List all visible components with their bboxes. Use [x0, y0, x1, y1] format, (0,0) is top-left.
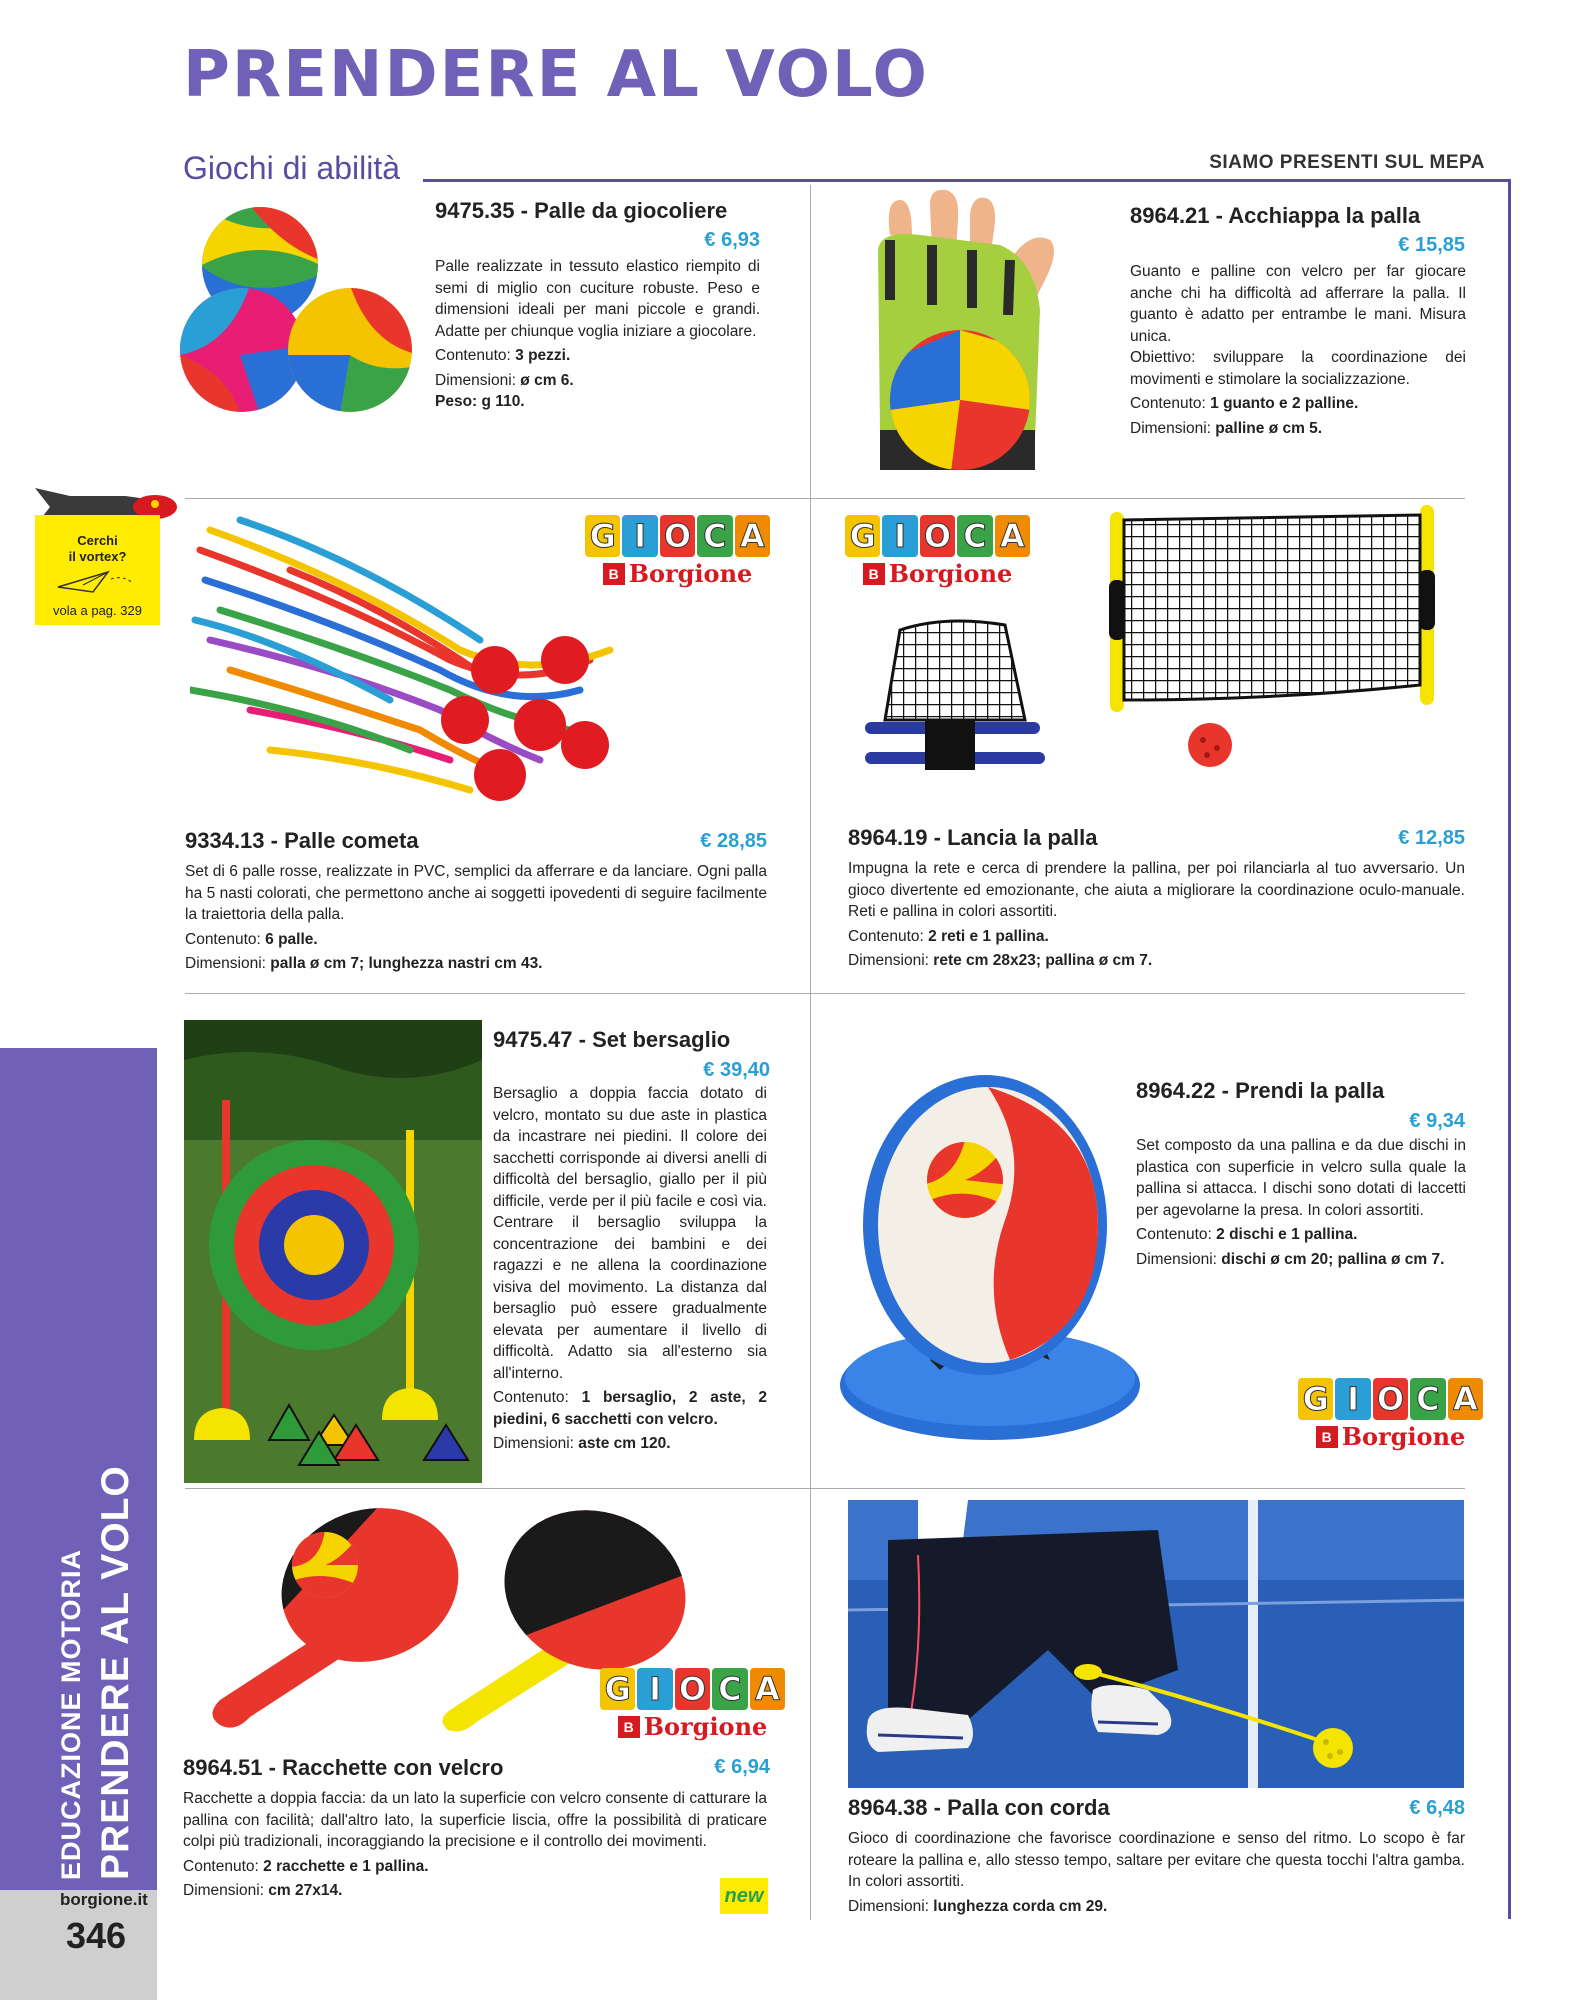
dimension-label: Dimensioni: [848, 952, 929, 969]
product-title: 9334.13 - Palle cometa [185, 828, 419, 853]
product-description [848, 858, 1465, 972]
product-price: € 9,34 [1409, 1110, 1465, 1132]
gioca-letter: C [712, 1668, 747, 1710]
product-description [848, 1828, 1465, 1917]
dimension-label: Dimensioni: [183, 1882, 264, 1899]
brand-name: Borgione [888, 559, 1013, 588]
product-description [435, 256, 760, 413]
product-price: € 39,40 [703, 1059, 770, 1081]
gioca-letter: A [750, 1668, 785, 1710]
row-divider [185, 498, 1465, 499]
row-divider [185, 993, 1465, 994]
product-code: 8964.22 [1136, 1078, 1216, 1103]
gioca-borgione-logo [600, 1668, 785, 1748]
description-text: Palle realizzate in tessuto elastico riempito di semi di miglio con cuciture robuste. Peso e dimensioni ideali per mani piccole e grandi. Adatte per chiunque voglia iniziare a giocolare. [435, 258, 760, 340]
page-number: 346 [66, 1915, 127, 1956]
product-price: € 12,85 [1398, 827, 1465, 849]
dimension-label: Dimensioni: [1136, 1250, 1217, 1268]
borgione-icon: B [1316, 1426, 1338, 1448]
row-divider [185, 1488, 1465, 1489]
product-title: 9475.47 - Set bersaglio [493, 1027, 731, 1052]
content-label: Contenuto: [1130, 395, 1206, 412]
product-name: Set bersaglio [592, 1027, 731, 1052]
dimension-label: Dimensioni: [435, 371, 516, 389]
content-value: 2 reti e 1 pallina. [928, 927, 1049, 945]
dimension-value: lunghezza corda cm 29. [933, 1897, 1108, 1915]
page-title: PRENDERE AL VOLO [183, 38, 929, 112]
product-code: 9475.35 [435, 198, 515, 223]
column-divider [810, 185, 811, 1920]
gioca-letter: G [600, 1668, 635, 1710]
product-name: Palle cometa [284, 828, 419, 853]
objective-text: Obiettivo: sviluppare la coordinazione dei movimenti e stimolare la socializzazione. [1130, 349, 1466, 388]
dimension-value: rete cm 28x23; pallina ø cm 7. [933, 952, 1153, 969]
dimension-value: aste cm 120. [578, 1435, 671, 1452]
gioca-letter: G [1298, 1378, 1333, 1420]
product-title: 8964.22 - Prendi la palla [1136, 1078, 1385, 1103]
gioca-letters [1298, 1378, 1483, 1420]
site-url[interactable]: borgione.it [60, 1890, 148, 1909]
borgione-icon: B [603, 563, 625, 585]
content-label: Contenuto: [435, 347, 511, 364]
product-description [493, 1083, 767, 1455]
weight-value: g 110. [481, 393, 525, 410]
mepa-notice: SIAMO PRESENTI SUL MEPA [1209, 152, 1485, 173]
gioca-letter: I [1335, 1378, 1370, 1420]
brand-name: Borgione [1341, 1422, 1466, 1451]
product-price: € 6,94 [714, 1756, 770, 1778]
product-title: 8964.51 - Racchette con velcro [183, 1755, 504, 1780]
borgione-brand [1298, 1422, 1483, 1451]
juggling-balls-image [180, 205, 430, 445]
product-code: 8964.21 [1130, 203, 1210, 228]
product-description [1136, 1135, 1466, 1270]
product-description [183, 1788, 767, 1902]
brand-name: Borgione [628, 559, 753, 588]
ball-rope-image [848, 1500, 1464, 1788]
product-name: Palle da giocoliere [534, 198, 728, 223]
gioca-letter: A [995, 515, 1030, 557]
badge-line1: Cerchi [77, 533, 118, 548]
section-subtitle: Giochi di abilità [183, 150, 400, 186]
gioca-letter: G [585, 515, 620, 557]
product-code: 8964.51 [183, 1755, 263, 1780]
product-title: 8964.21 - Acchiappa la palla [1130, 203, 1421, 228]
product-name: Acchiappa la palla [1228, 203, 1421, 228]
content-value: 2 racchette e 1 pallina. [263, 1857, 429, 1875]
content-label: Contenuto: [493, 1389, 569, 1406]
target-set-image [184, 1020, 482, 1483]
gioca-letter: A [735, 515, 770, 557]
dimension-label: Dimensioni: [1130, 419, 1211, 437]
dimension-label: Dimensioni: [493, 1435, 574, 1452]
sidebar-category: PRENDERE AL VOLO [94, 1465, 137, 1880]
badge-line2: il vortex? [68, 549, 127, 564]
gioca-letter: C [697, 515, 732, 557]
product-description [185, 861, 767, 975]
gioca-letter: I [637, 1668, 672, 1710]
header-rule [423, 179, 1511, 182]
gioca-letter: I [882, 515, 917, 557]
gioca-borgione-logo [1298, 1378, 1483, 1458]
gioca-letter: O [1373, 1378, 1408, 1420]
product-name: Prendi la palla [1235, 1078, 1385, 1103]
content-value: 2 dischi e 1 pallina. [1216, 1226, 1358, 1243]
dimension-value: cm 27x14. [268, 1882, 343, 1899]
gioca-borgione-logo [585, 515, 770, 595]
dimension-value: dischi ø cm 20; pallina ø cm 7. [1221, 1250, 1445, 1268]
brand-name: Borgione [643, 1712, 768, 1741]
gioca-letters [600, 1668, 785, 1710]
content-label: Contenuto: [1136, 1226, 1212, 1243]
content-label: Contenuto: [185, 930, 261, 948]
product-code: 9475.47 [493, 1027, 573, 1052]
product-description [1130, 261, 1466, 439]
throw-net-image [855, 500, 1465, 780]
borgione-brand [585, 559, 770, 588]
borgione-icon: B [618, 1716, 640, 1738]
product-title: 8964.38 - Palla con corda [848, 1795, 1110, 1820]
gioca-letter: I [622, 515, 657, 557]
description-text: Guanto e palline con velcro per far giocare anche chi ha difficoltà ad afferrare la palla. Il guanto è adatto per entrambe le mani. Misura unica. [1130, 263, 1466, 345]
borgione-brand [600, 1712, 785, 1741]
description-text: Gioco di coordinazione che favorisce coordinazione e senso del ritmo. Lo scopo è far roteare la pallina e, allo stesso tempo, saltare per evitare che questa tocchi l'altra gamba. In colori assortiti. [848, 1830, 1465, 1890]
product-price: € 15,85 [1398, 234, 1465, 256]
gioca-letters [585, 515, 770, 557]
content-label: Contenuto: [183, 1857, 259, 1875]
gioca-letter: O [660, 515, 695, 557]
product-title: 9475.35 - Palle da giocoliere [435, 198, 728, 223]
gioca-letter: C [1410, 1378, 1445, 1420]
description-text: Racchette a doppia faccia: da un lato la superficie con velcro consente di catturare la pallina con facilità; dall'altro lato, la superficie liscia, offre la possibilità di praticare colpi più tradizionali, incoraggiando la precisione e il controllo dei movimenti. [183, 1790, 767, 1850]
product-code: 8964.19 [848, 825, 928, 850]
product-name: Racchette con velcro [282, 1755, 504, 1780]
description-text: Set di 6 palle rosse, realizzate in PVC, semplici da afferrare e da lanciare. Ogni palla ha 5 nasti colorati, che permettono anche ai soggetti ipovedenti di seguire facilmente la traiettoria della palla. [185, 863, 767, 923]
new-badge: new [720, 1878, 768, 1914]
velcro-glove-image [860, 190, 1100, 480]
borgione-icon: B [863, 563, 885, 585]
dimension-label: Dimensioni: [185, 955, 266, 972]
catch-disc-image [830, 1060, 1150, 1450]
content-value: 1 bersaglio, 2 aste, 2 piedini, 6 sacchetti con velcro. [493, 1389, 767, 1428]
vortex-badge[interactable] [35, 515, 160, 625]
product-name: Palla con corda [947, 1795, 1110, 1820]
description-text: Set composto da una pallina e da due dischi in plastica con superficie in velcro sulla quale la pallina si attacca. I dischi sono dotati di laccetti per agevolarne la presa. In colori assortiti. [1136, 1137, 1466, 1219]
gioca-letter: G [845, 515, 880, 557]
gioca-letter: O [920, 515, 955, 557]
content-value: 3 pezzi. [515, 347, 571, 364]
description-text: Impugna la rete e cerca di prendere la pallina, per poi rilanciarla al tuo avversario. Un gioco divertente ed emozionante, che aiuta a migliorare la coordinazione oculo-manuale. Reti e pallina in colori assortiti. [848, 860, 1465, 920]
product-title: 8964.19 - Lancia la palla [848, 825, 1098, 850]
right-rule [1508, 179, 1511, 1919]
dimension-label: Dimensioni: [848, 1897, 929, 1915]
dimension-value: palline ø cm 5. [1215, 419, 1323, 437]
gioca-letter: A [1448, 1378, 1483, 1420]
gioca-letter: C [957, 515, 992, 557]
content-value: 1 guanto e 2 palline. [1210, 395, 1359, 412]
content-value: 6 palle. [265, 930, 318, 948]
dimension-value: ø cm 6. [520, 371, 574, 389]
product-price: € 28,85 [700, 830, 767, 852]
product-code: 8964.38 [848, 1795, 928, 1820]
product-name: Lancia la palla [947, 825, 1098, 850]
description-text: Bersaglio a doppia faccia dotato di velcro, montato su due aste in plastica da incastrare nei piedini. Il colore dei sacchetti corrisponde ai diversi anelli di difficoltà del bersaglio, giallo per il più difficile, verde per il più facile e così via. Centrare il bersaglio sviluppa la concentrazione dei bambini e dei ragazzi e ne allena la coordinazione visiva del movimento. La distanza dal bersaglio può essere gradualmente elevata per aumentare il livello di difficoltà. Adatto sia all'esterno sia all'interno. [493, 1085, 767, 1382]
product-code: 9334.13 [185, 828, 265, 853]
gioca-letter: O [675, 1668, 710, 1710]
dimension-value: palla ø cm 7; lunghezza nastri cm 43. [270, 955, 543, 972]
badge-line3: vola a pag. 329 [53, 603, 142, 618]
content-label: Contenuto: [848, 927, 924, 945]
sidebar-section: EDUCAZIONE MOTORIA [56, 1548, 86, 1880]
product-price: € 6,48 [1409, 1797, 1465, 1819]
product-price: € 6,93 [704, 229, 760, 251]
weight-label: Peso: [435, 393, 478, 410]
paper-plane-icon [53, 567, 143, 597]
